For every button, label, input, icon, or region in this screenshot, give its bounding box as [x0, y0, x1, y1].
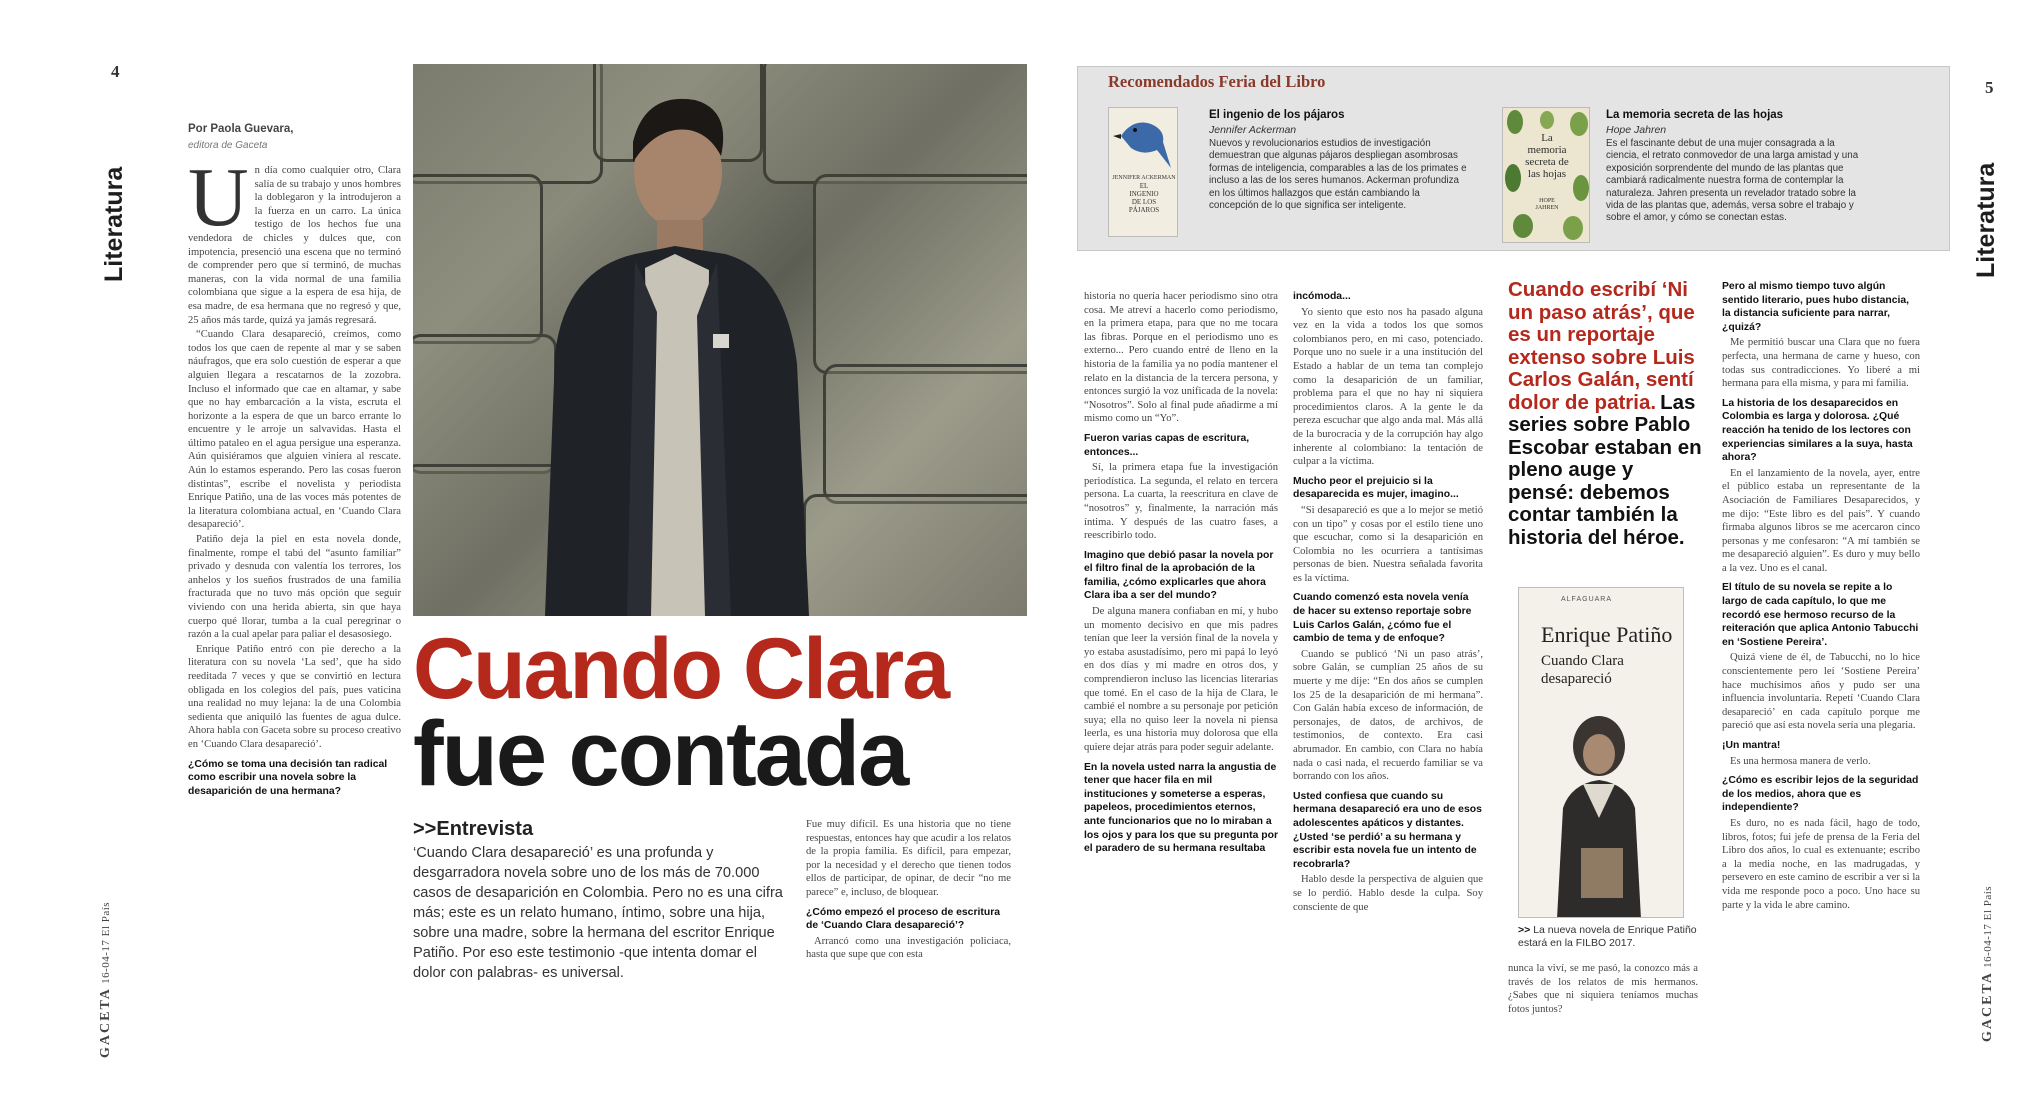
body-paragraph: Es una hermosa manera de verlo.: [1730, 755, 1871, 767]
byline: Por Paola Guevara,: [188, 123, 294, 135]
right-column-3-tail: [1508, 962, 1698, 1032]
lead-paragraph: n día como cualquier otro, Clara salía de su trabajo y unos hombres la doblegaron y la introdujeron a la fuerza en un carro. La única testigo de los hechos fue una vendedora de chicles y dulces que, con impotencia, presenció una escena que no terminó de comprender pero que sí terminó, de muchas maneras, con la vida normal de una familia colombiana que sigue a la espera de esa hija, de esa madre, de esa hermana que no regresó y que, 25 años más tarde, quizá ya jamás regresará.: [188, 165, 401, 326]
body-paragraph: De alguna manera confiaban en mí, y hubo un momento decisivo en que mis padres tenían que leer la versión final de la novela y yo estaba asustadísimo, pero mi papá lo leyó en dos días y mi madre en otros dos, y comprendieron incluso las licencias literarias que tomé. En el caso de la hija de Clara, le cambié el nombre a su personaje por petición suya; ella no quiso leer la novela ni piensa leerla, es una historia muy dolorosa que ella quiere dejar atrás para poder seguir adelante.: [1084, 606, 1278, 753]
body-paragraph: “Si desapareció es que a lo mejor se metió con un tipo” y cosas por el estilo tiene uno que escuchar, como si la desaparición en Colombia no les ocurriera a tantísimas personas de bien. Nuestra señalada favorita es la víctima.: [1293, 504, 1483, 584]
right-column-2: [1293, 290, 1483, 1032]
recommended-title: Recomendados Feria del Libro: [1108, 72, 1326, 91]
footer-brand: GACETA: [98, 987, 113, 1058]
book-cover-ingenio: [1108, 107, 1178, 237]
interview-question: Imagino que debió pasar la novela por el filtro final de la aprobación de la familia, ¿cómo explicarles que ahora Clara iba a ser del mundo?: [1084, 549, 1274, 602]
book-description-ingenio: Nuevos y revolucionarios estudios de investigación demuestran que algunas pájaros despliegan asombrosas formas de inteligencia, comparables a las de los primates e incluso a las de los seres humanos. Ackerman profundiza en los últimos hallazgos que están cambiando la concepción de lo que significa ser inteligente.: [1209, 138, 1467, 212]
byline-role: editora de Gaceta: [188, 140, 268, 151]
cover-title: Cuando Clara desapareció: [1541, 653, 1624, 687]
body-paragraph: historia no quería hacer periodismo sino otra cosa. Me atreví a hacerlo como periodismo, en la primera etapa, para que no me tocara las fibras. Porque en el periodismo uno es externo... Pero cuando entré de lleno en la historia de la familia ya no podía mantener el relato en la distancia de la tercera persona, y entonces surgió la voz unificada de la novela: “Nosotros”. Solo al final pude añadirme a mí mismo como un “Yo”.: [1084, 291, 1278, 425]
caption-text: La nueva novela de Enrique Patiño estará en la FILBO 2017.: [1518, 924, 1697, 949]
headline-line-1: [413, 621, 949, 717]
recommended-box: [1077, 66, 1950, 251]
interview-question: La historia de los desaparecidos en Colombia es larga y dolorosa. ¿Qué reacción ha tenido de los lectores con experiencias similares a la suya, hasta ahora?: [1722, 397, 1913, 464]
author-figure: [413, 64, 1027, 616]
interview-question: Cuando comenzó esta novela venía de hacer su extenso reportaje sobre Luis Carlos Galán, ¿cómo fue el cambio de tema y de enfoque?: [1293, 592, 1472, 645]
novel-cover: [1518, 587, 1684, 918]
cover-author: Enrique Patiño: [1541, 622, 1673, 647]
section-label-right: Literatura: [1972, 162, 2000, 278]
book-author-ackerman: Jennifer Ackerman: [1209, 124, 1297, 136]
page-number-left: 4: [111, 62, 120, 81]
section-label-left: Literatura: [100, 166, 128, 282]
interview-question: ¡Un mantra!: [1722, 740, 1781, 751]
body-paragraph: Es duro, no es nada fácil, hago de todo, libros, fotos; fui jefe de prensa de la Feria del Libro dos años, lo cual es extenuante; escribo a la media noche, en las madrugadas, y persevero en este camino de escribir a ver si la vida me responde poco a poco. Uno hace su parte y la vida le abre camino.: [1722, 817, 1920, 911]
interview-question: Pero al mismo tiempo tuvo algún sentido literario, pues hubo distancia, la distancia suficiente para narrar, ¿quizá?: [1722, 281, 1910, 333]
headline-line-2: fue contada: [413, 703, 908, 805]
footer-right: [1980, 885, 1996, 1042]
headline-red-text: Cuando Clara: [413, 621, 949, 717]
caption-marker: >>: [1518, 924, 1531, 936]
footer-left: [98, 901, 114, 1058]
footer-paper: El País: [100, 901, 112, 937]
interview-question: ¿Cómo es escribir lejos de la seguridad de los medios, ahora que es independiente?: [1722, 775, 1919, 814]
body-paragraph: Arrancó como una investigación policiaca, hasta que supe que con esta: [806, 935, 1011, 961]
cover-text: La memoria secreta de las hojas HOPE JAHREN: [1525, 132, 1569, 211]
dropcap: U: [188, 164, 249, 244]
book-description-memoria: Es el fascinante debut de una mujer consagrada a la ciencia, el retrato conmovedor de una larga amistad y una exposición sorprendente del mundo de las plantas que cambiará radicalmente nuestra forma de contemplar la naturaleza. Jahren presenta un revelador tratado sobre la vida de las plantas que, además, versa sobre el trabajo y sobre el amor, y cómo se conectan estas.: [1606, 138, 1859, 224]
body-paragraph: Quizá viene de él, de Tabucchi, no lo hice conscientemente pero leí ‘Sostiene Pereira’ hace muchísimos años y pudo ser una influencia involuntaria. Repetí ‘Cuando Clara desapareció’ en cada capítulo porque me pareció que así esta novela sería una plegaria.: [1722, 652, 1920, 732]
interview-question: Fueron varias capas de escritura, entonces...: [1084, 432, 1250, 458]
right-column-1: [1084, 290, 1278, 1032]
body-paragraph: Fue muy difícil. Es una historia que no tiene respuestas, entonces hay que acudir a los relatos de la propia familia. Es difícil, para empezar, por la necesidad y el derecho que tienen todos ellos de participar, de opinar, de decir “no me parece” e, incluso, de bloquear.: [806, 819, 1011, 898]
right-column-4: [1722, 280, 1920, 1032]
interview-question: En la novela usted narra la angustia de tener que hacer fila en mil instituciones y someterse a esperas, papeleos, procedimientos eternos, ante funcionarios que no lo miraban a los ojos y para los que su pregunta por el paradero de su hermana resultaba: [1084, 761, 1278, 855]
footer-date: 16-04-17: [1982, 923, 1994, 968]
author-photo: [413, 64, 1027, 616]
body-paragraph: Sí, la primera etapa fue la investigación periodística. La segunda, el relato en tercera persona. La cuarta, la reescritura en clave de “nosotros” y, finalmente, la narración más íntima. Y después de las cuatro fases, a reescribirlo todo.: [1084, 462, 1278, 542]
interview-question: incómoda...: [1293, 291, 1351, 302]
body-paragraph: “Cuando Clara desapareció, creímos, como todos los que caen de repente al mar y se saben náufragos, que era solo cuestión de esperar a que alguien llegara a rescatarnos de la zozobra. Incluso el informado que cae en altamar, y sabe que no hay embarcación a la vista, escruta el horizonte a la espera de que un barco errante lo encuentre y le arroje un salvavidas. Hasta el último pataleo en el agua persigue una esperanza. Aún quisiéramos que alguien viniera al rescate. Aún lo estamos esperando. Pero las cosas fueron distintas”, escribe el novelista y periodista Enrique Patiño, una de las voces más potentes de la literatura colombiana actual, en ‘Cuando Clara desapareció’.: [188, 329, 401, 531]
body-paragraph: Enrique Patiño entró con pie derecho a la literatura con su novela ‘La sed’, que ha sido reeditada 7 veces y que se convirtió en lectura obligada en los colegios del país, pues vaticina una realidad no muy lejana: la de una Colombia sedienta que aniquiló las fuentes de agua dulce. Ahora habla con Gaceta sobre su proceso creativo en ‘Cuando Clara desapareció’.: [188, 643, 401, 750]
pull-quote: [1508, 279, 1702, 549]
body-paragraph: Yo siento que esto nos ha pasado alguna vez en la vida a todos los que somos colombianos pero, en mi caso, potenciado. Porque uno no suele ir a una institución del Estado a hablar de un tema tan complejo como la desaparición de un familiar, problema para el que no hay ni siquiera procedimientos claros. A la gente le da pereza escuchar que algo anda mal. Más allá de la burocracia y de la corrupción hay algo inherente al colombiano: la tentación de culpar a la víctima.: [1293, 306, 1483, 468]
bird-illustration: [1113, 112, 1173, 174]
pull-quote-red: Cuando escribí ‘Ni un paso atrás’, que es un reportaje extenso sobre Luis Carlos Galán, sentí dolor de patria.: [1508, 278, 1695, 414]
deck: ‘Cuando Clara desapareció’ es una profunda y desgarradora novela sobre uno de los más de 70.000 casos de desaparición en Colombia. Pero no es una cifra más; este es un relato humano, íntimo, sobre una hija, sobre una madre, sobre la hermana del escritor Enrique Patiño. Por eso este testimonio -que intenta domar el dolor con palabras- es universal.: [413, 845, 783, 981]
book-title-ingenio: El ingenio de los pájaros: [1209, 109, 1345, 121]
interview-question: El título de su novela se repite a lo largo de cada capítulo, lo que me recordó ese hermoso recurso de la reiteración que aplica Antonio Tabucchi en ‘Sostiene Pereira’.: [1722, 582, 1919, 648]
book-title-memoria: La memoria secreta de las hojas: [1606, 109, 1784, 121]
body-paragraph: nunca la viví, se me pasó, la conozco más a través de los relatos de mis hermanos. ¿Sabes que ni siquiera teníamos muchas fotos juntos?: [1508, 963, 1698, 1015]
book-cover-memoria: [1502, 107, 1590, 243]
body-paragraph: En el lanzamiento de la novela, ayer, entre el público estaba un representante de la Asociación de Familiares Desaparecidos, y me dijo: “Este libro es del país”. Y cuando firmaba algunos libros se me acercaron cinco personas y me confesaron: “A mí también se me desapareció alguien”. Es duro y muy bello a la vez. Uno es el canal.: [1722, 467, 1920, 574]
left-third-column: [806, 818, 1011, 1032]
body-paragraph: Patiño deja la piel en esta novela donde, finalmente, rompe el tabú del “asunto familiar” privado y desnuda con valentía los terrores, los anhelos y los sueños frustrados de una familia fracturada que no tuvo más opción que seguir viviendo con una herida abierta, sin que haya cuerpo qué llorar, tumba a la cual peregrinar o razón a la cual apelar para paliar el desasosiego.: [188, 534, 401, 641]
interview-question: Usted confiesa que cuando su hermana desapareció era uno de esos adolescentes apáticos y distantes. ¿Usted ‘se perdió’ a su hermana y escribir esta novela fue un intento de recobrarla?: [1293, 790, 1482, 870]
footer-paper: El País: [1982, 885, 1994, 921]
cover-publisher: ALFAGUARA: [1561, 596, 1613, 603]
cover-photo-girl: [1519, 698, 1684, 918]
kicker-entrevista: >>Entrevista: [413, 818, 534, 840]
page-number-right: 5: [1985, 78, 1994, 97]
body-paragraph: Hablo desde la perspectiva de alguien que se lo perdió. Hablo desde la culpa. Soy consciente de que: [1293, 874, 1483, 913]
left-body-column: [188, 164, 401, 1026]
footer-date: 16-04-17: [100, 939, 112, 984]
body-paragraph: Cuando se publicó ‘Ni un paso atrás’, sobre Galán, se cumplían 25 años de su muerte y me dije: “En dos años se cumplen los 25 de la desaparición de mi hermana”. Con Galán había exceso de información, de personajes, de datos, de archivos, de testimonios, de contexto. Era casi abrumador. En cambio, con Clara no había nada o casi nada, el recuerdo familiar se va borrando con los años.: [1293, 648, 1483, 783]
pull-quote-black: Las series sobre Pablo Escobar estaban en pleno auge y pensé: debemos contar también la historia del héroe.: [1508, 390, 1702, 549]
interview-question: Mucho peor el prejuicio si la desaparecida es mujer, imagino...: [1293, 475, 1459, 501]
body-paragraph: Me permitió buscar una Clara que no fuera perfecta, una hermana de carne y hueso, con todas sus contradicciones. Yo liberé a mi hermana para ella misma, y para mi familia.: [1722, 337, 1920, 390]
interview-question: ¿Cómo se toma una decisión tan radical como escribir una novela sobre la desaparición de una hermana?: [188, 758, 388, 797]
cover-text: JENNIFER ACKERMAN EL INGENIO DE LOS PÁJAROS: [1112, 175, 1176, 214]
interview-question: ¿Cómo empezó el proceso de escritura de ‘Cuando Clara desapareció’?: [806, 906, 1001, 932]
footer-brand: GACETA: [1980, 971, 1995, 1042]
cover-caption: [1518, 924, 1698, 950]
book-author-jahren: Hope Jahren: [1606, 124, 1667, 136]
